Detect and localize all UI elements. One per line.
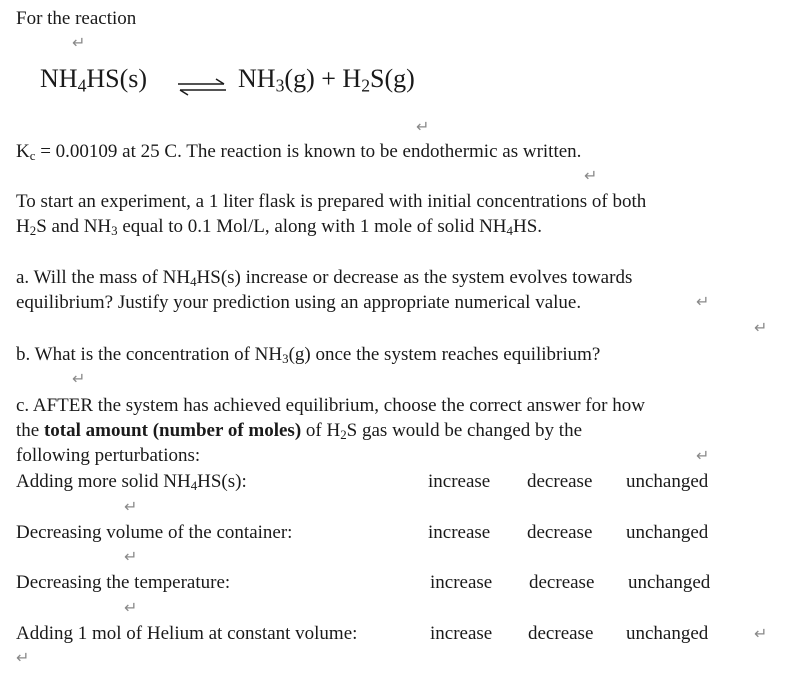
paragraph-mark-icon: ↵	[584, 166, 598, 185]
question-a-line-1: a. Will the mass of $NH_4HS(s)$ increase or decrease as the system evolves towards	[16, 267, 633, 290]
option-increase[interactable]: increase	[428, 471, 491, 492]
option-unchanged[interactable]: unchanged	[626, 522, 709, 543]
option-decrease[interactable]: decrease	[529, 572, 595, 593]
option-unchanged[interactable]: unchanged	[628, 572, 711, 593]
equilibrium-arrow-icon	[176, 78, 228, 96]
paragraph-mark-icon: ↵	[754, 624, 768, 643]
setup-line-2: $H_2S$ and $NH_3$ equal to 0.1 Mol/L, along with 1 mole of solid $NH_4HS$.	[16, 216, 543, 239]
setup-line-1: To start an experiment, a 1 liter flask is prepared with initial concentrations of both	[16, 191, 647, 212]
paragraph-mark-icon: ↵	[124, 497, 138, 516]
option-decrease[interactable]: decrease	[527, 522, 593, 543]
intro-text: For the reaction	[16, 8, 137, 29]
paragraph-mark-icon: ↵	[416, 117, 430, 136]
paragraph-mark-icon: ↵	[16, 648, 30, 667]
option-unchanged[interactable]: unchanged	[626, 471, 709, 492]
paragraph-mark-icon: ↵	[72, 33, 86, 52]
kc-statement: $K_c = 0.00109$ at 25 C. The reaction is known to be endothermic as written.	[16, 141, 582, 164]
option-increase[interactable]: increase	[430, 623, 493, 644]
question-b: b. What is the concentration of $NH_3(g)$ once the system reaches equilibrium?	[16, 344, 601, 367]
paragraph-mark-icon: ↵	[754, 318, 768, 337]
paragraph-mark-icon: ↵	[696, 446, 710, 465]
perturbation-label-solid: Adding more solid $NH_4HS(s)$:	[16, 471, 247, 494]
question-c-line-1: c. AFTER the system has achieved equilibrium, choose the correct answer for how	[16, 395, 645, 416]
perturbation-label-helium: Adding 1 mol of Helium at constant volume:	[16, 623, 358, 644]
paragraph-mark-icon: ↵	[72, 369, 86, 388]
perturbation-label-temperature: Decreasing the temperature:	[16, 572, 231, 593]
question-c-line-3: following perturbations:	[16, 445, 201, 466]
question-c-line-2: the total amount (number of moles) of $H_2S$ gas would be changed by the	[16, 420, 583, 443]
option-decrease[interactable]: decrease	[527, 471, 593, 492]
paragraph-mark-icon: ↵	[124, 547, 138, 566]
paragraph-mark-icon: ↵	[124, 598, 138, 617]
option-decrease[interactable]: decrease	[528, 623, 594, 644]
option-increase[interactable]: increase	[430, 572, 493, 593]
equation-products: $NH_3(g) + H_2S(g)$	[238, 64, 415, 96]
equation-reactant: $NH_4HS(s)$	[40, 64, 148, 96]
paragraph-mark-icon: ↵	[696, 292, 710, 311]
question-a-line-2: equilibrium? Justify your prediction using an appropriate numerical value.	[16, 292, 582, 313]
option-increase[interactable]: increase	[428, 522, 491, 543]
perturbation-label-volume: Decreasing volume of the container:	[16, 522, 293, 543]
option-unchanged[interactable]: unchanged	[626, 623, 709, 644]
